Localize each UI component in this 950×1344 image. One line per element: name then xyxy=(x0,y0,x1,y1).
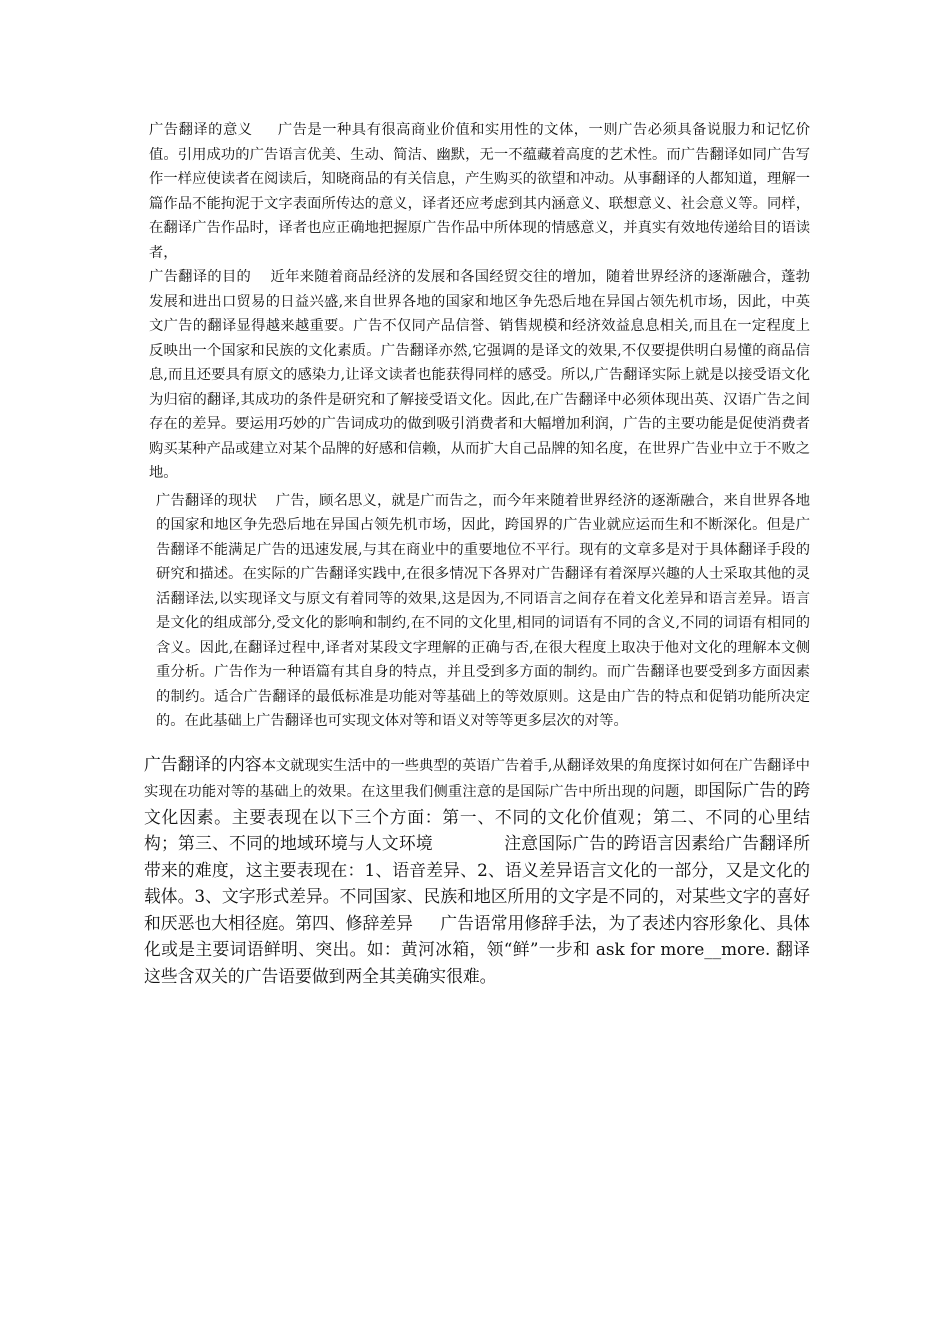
section-heading-purpose: 广告翻译的目的 xyxy=(149,269,252,285)
section-purpose xyxy=(144,265,810,486)
section-body-content-intro: 本文就现实生活中的一些典型的英语广告着手,从翻译效果的角度探讨如何在广告翻译中实现在功能对等的基础上的效果。在这里我们侧重注意的是国际广告中所出现的问题，即 xyxy=(144,757,810,800)
section-heading-status: 广告翻译的现状 xyxy=(156,492,258,509)
section-status xyxy=(144,489,810,734)
section-content xyxy=(144,752,810,991)
section-body-status: 广告，顾名思义，就是广而告之，而今年来随着世界经济的逐渐融合，来自世界各地的国家和地区争先恐后地在异国占领先机市场，因此，跨国界的广告业就应运而生和不断深化。但是广告翻译不能满足广告的迅速发展,与其在商业中的重要地位不平行。现有的文章多是对于具体翻译手段的研究和描述。在实际的广告翻译实践中,在很多情况下各界对广告翻译有着深厚兴趣的人士采取其他的灵活翻译法,以实现译文与原文有着同等的效果,这是因为,不同语言之间存在着文化差异和语言差异。语言是文化的组成部分,受文化的影响和制约,在不同的文化里,相同的词语有不同的含义,不同的词语有相同的含义。因此,在翻译过程中,译者对某段文字理解的正确与否,在很大程度上取决于他对文化的理解本文侧重分析。广告作为一种语篇有其自身的特点，并且受到多方面的制约。而广告翻译也要受到多方面因素的制约。适合广告翻译的最低标准是功能对等基础上的等效原则。这是由广告的特点和促销功能所决定的。在此基础上广告翻译也可实现文体对等和语义对等等更多层次的对等。 xyxy=(156,492,811,729)
section-body-content-cross-language: 注意国际广告的跨语言因素给广告翻译所带来的难度，这主要表现在：1、语音差异、2、语义差异语言文化的一部分，又是文化的载体。3、文字形式差异。不同国家、民族和地区所用的文字是不同的，对某些文字的喜好和厌恶也大相径庭。第四、修辞差异 xyxy=(144,833,810,933)
section-body-meaning: 广告是一种具有很高商业价值和实用性的文体，一则广告必须具备说服力和记忆价值。引用成功的广告语言优美、生动、简洁、幽默，无一不蕴藏着高度的艺术性。而广告翻译如同广告写作一样应使读者在阅读后，知晓商品的有关信息，产生购买的欲望和冲动。从事翻译的人都知道，理解一篇作品不能拘泥于文字表面所传达的意义，译者还应考虑到其内涵意义、联想意义、社会意义等。同样，在翻译广告作品时，译者也应正确地把握原广告作品中所体现的情感意义，并真实有效地传递给目的语读者， xyxy=(149,122,810,261)
section-body-content-cross-culture: 国际广告的跨文化因素。主要表现在以下三个方面：第一、不同的文化价值观；第二、不同的心里结构；第三、不同的地域环境与人文环境 xyxy=(144,780,810,853)
document-page xyxy=(144,118,810,990)
section-body-content-rhetoric: 广告语常用修辞手法，为了表述内容形象化、具体化或是主要词语鲜明、突出。如：黄河冰箱，领“鲜”一步和 ask for more__more. 翻译这些含双关的广告语要做到两全其美确实很难。 xyxy=(144,912,810,986)
section-heading-content: 广告翻译的内容 xyxy=(144,753,262,774)
section-meaning xyxy=(144,118,810,265)
section-heading-meaning: 广告翻译的意义 xyxy=(149,122,253,138)
section-body-purpose: 近年来随着商品经济的发展和各国经贸交往的增加，随着世界经济的逐渐融合，蓬勃发展和进出口贸易的日益兴盛,来自世界各地的国家和地区争先恐后地在异国占领先机市场，因此，中英文广告的翻译显得越来越重要。广告不仅同产品信誉、销售规模和经济效益息息相关,而且在一定程度上反映出一个国家和民族的文化素质。广告翻译亦然,它强调的是译文的效果,不仅要提供明白易懂的商品信息,而且还要具有原文的感染力,让译文读者也能获得同样的感受。所以,广告翻译实际上就是以接受语文化为归宿的翻译,其成功的条件是研究和了解接受语文化。因此,在广告翻译中必须体现出英、汉语广告之间存在的差异。要运用巧妙的广告词成功的做到吸引消费者和大幅增加利润，广告的主要功能是促使消费者购买某种产品或建立对某个品牌的好感和信赖，从而扩大自己品牌的知名度，在世界广告业中立于不败之地。 xyxy=(149,269,811,481)
